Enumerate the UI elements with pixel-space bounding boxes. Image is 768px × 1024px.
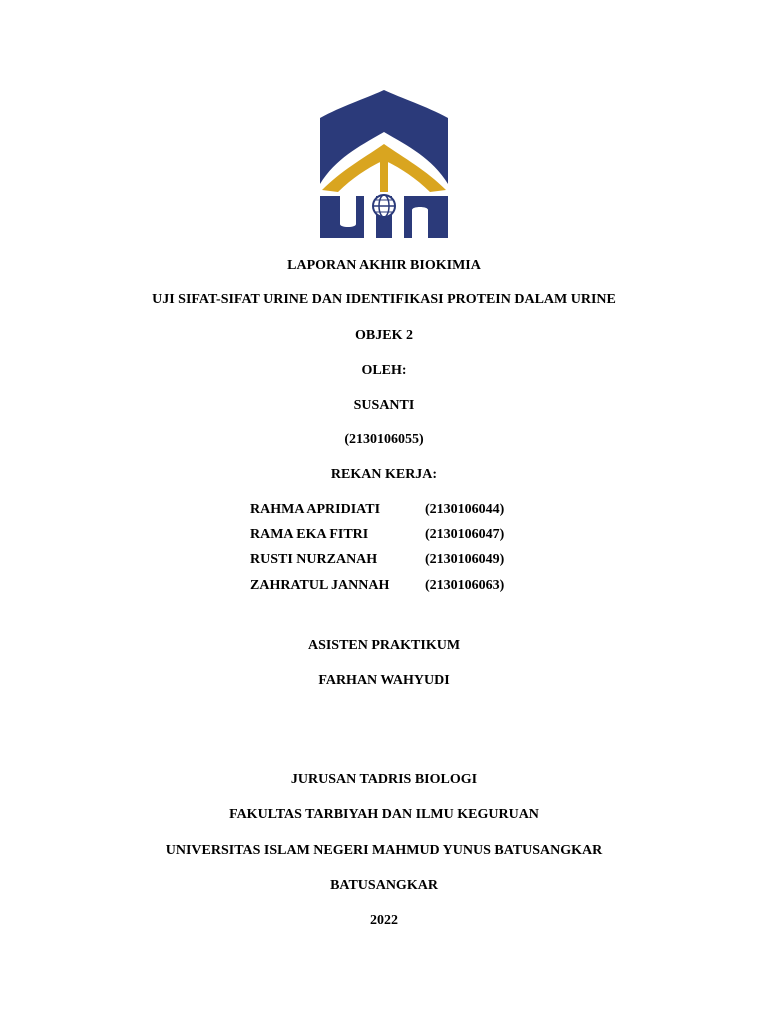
- report-title: LAPORAN AKHIR BIOKIMIA: [287, 258, 481, 273]
- subject-title: UJI SIFAT-SIFAT URINE DAN IDENTIFIKASI PROTEIN DALAM URINE: [152, 292, 616, 307]
- logo-top-dot: [378, 152, 390, 164]
- author-name: SUSANTI: [353, 398, 415, 413]
- university: UNIVERSITAS ISLAM NEGERI MAHMUD YUNUS BATUSANGKAR: [165, 843, 603, 858]
- by-label: OLEH:: [361, 363, 407, 378]
- coworker-nim: (2130106063): [425, 578, 505, 593]
- coworkers-label: REKAN KERJA:: [330, 467, 438, 482]
- coworker-nim: (2130106049): [425, 552, 505, 567]
- object-label: OBJEK 2: [355, 328, 413, 343]
- coworker-name: RAMA EKA FITRI: [250, 527, 369, 542]
- university-logo: [312, 88, 456, 240]
- assistant-name: FARHAN WAHYUDI: [318, 673, 450, 688]
- coworker-nim: (2130106044): [425, 502, 505, 517]
- coworker-name: RAHMA APRIDIATI: [250, 502, 381, 517]
- coworker-nim: (2130106047): [425, 527, 505, 542]
- department: JURUSAN TADRIS BIOLOGI: [290, 772, 478, 787]
- assistant-label: ASISTEN PRAKTIKUM: [307, 638, 461, 653]
- coworker-name: RUSTI NURZANAH: [250, 552, 378, 567]
- coworker-name: ZAHRATUL JANNAH: [250, 578, 390, 593]
- author-nim: (2130106055): [344, 432, 424, 447]
- city: BATUSANGKAR: [330, 878, 438, 893]
- logo-letter-n: [404, 196, 448, 238]
- year: 2022: [370, 913, 398, 928]
- logo-letter-u: [320, 196, 364, 238]
- faculty: FAKULTAS TARBIYAH DAN ILMU KEGURUAN: [229, 807, 539, 822]
